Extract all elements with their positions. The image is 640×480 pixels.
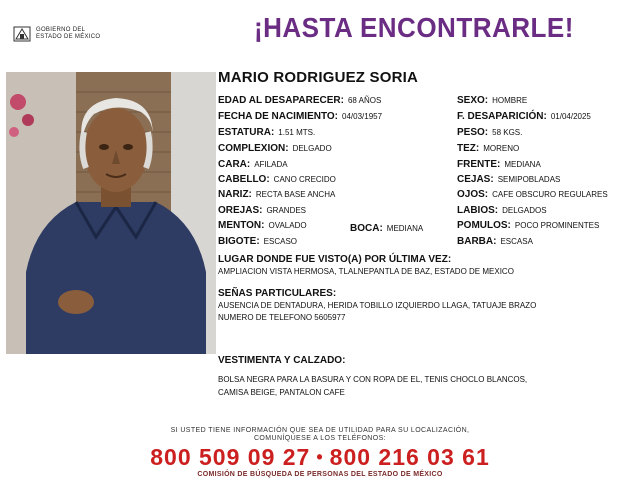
field-label: FRENTE:: [457, 159, 501, 170]
field-nose: [218, 189, 335, 201]
field-cheekbones: [457, 220, 599, 232]
field-weight: [457, 127, 522, 139]
field-label: NARIZ:: [218, 189, 252, 200]
field-value: SEMIPOBLADAS: [497, 175, 561, 184]
commission-name: COMISIÓN DE BÚSQUEDA DE PERSONAS DEL ESTADO DE MÉXICO: [197, 471, 443, 478]
field-hair: [218, 174, 336, 186]
field-label: OREJAS:: [218, 205, 263, 216]
field-value: HOMBRE: [492, 96, 528, 105]
field-value: 68 AÑOS: [347, 96, 382, 105]
field-value: CANO CRECIDO: [273, 175, 336, 184]
field-age: [218, 95, 381, 107]
field-label: PESO:: [457, 127, 489, 138]
field-label: BIGOTE:: [218, 236, 260, 247]
field-value: ESCASO: [263, 237, 298, 246]
person-photo-illustration: [6, 72, 216, 354]
field-label: BOCA:: [350, 223, 383, 234]
missing-person-photo: [6, 72, 216, 354]
clothing-line-1: BOLSA NEGRA PARA LA BASURA Y CON ROPA DE EL, TENIS CHOCLO BLANCOS,: [218, 375, 528, 384]
phone-separator: •: [316, 447, 324, 467]
field-sex: [457, 95, 527, 107]
field-eyebrows: [457, 174, 560, 186]
field-label: CARA:: [218, 159, 251, 170]
marks-line-2: NUMERO DE TELEFONO 5605977: [218, 313, 346, 322]
field-value: 04/03/1957: [342, 112, 383, 121]
field-value: OVALADO: [268, 221, 307, 230]
marks-line-1: AUSENCIA DE DENTADURA, HERIDA TOBILLO IZQUIERDO LLAGA, TATUAJE BRAZO: [218, 301, 537, 310]
state-emblem-icon: [12, 24, 32, 44]
field-label: SEXO:: [457, 95, 489, 106]
headline: ¡HASTA ENCONTRARLE!: [254, 12, 574, 43]
person-name: MARIO RODRIGUEZ SORIA: [218, 69, 419, 86]
field-value: ESCASA: [500, 237, 533, 246]
field-label: LABIOS:: [457, 205, 499, 216]
field-ears: [218, 205, 306, 217]
field-eyes: [457, 189, 608, 201]
field-label: OJOS:: [457, 189, 489, 200]
field-label: F. DESAPARICIÓN:: [457, 111, 547, 122]
field-label: MENTON:: [218, 220, 265, 231]
field-value: DELGADO: [292, 144, 332, 153]
field-moustache: [218, 236, 297, 248]
field-birth-date: [218, 111, 382, 123]
phone-number-1[interactable]: 800 509 09 27: [150, 444, 311, 470]
footer-note-1: SI USTED TIENE INFORMACIÓN QUE SEA DE UTILIDAD PARA SU LOCALIZACIÓN,: [170, 427, 470, 434]
field-label: BARBA:: [457, 236, 497, 247]
field-value: DELGADOS: [502, 206, 547, 215]
field-lips: [457, 205, 547, 217]
field-build: [218, 143, 332, 155]
field-label: COMPLEXION:: [218, 143, 289, 154]
field-value: 01/04/2025: [550, 112, 591, 121]
field-disappearance-date: [457, 111, 591, 123]
field-beard: [457, 236, 533, 248]
phone-numbers: [0, 444, 640, 471]
logo-text: [36, 27, 100, 41]
field-chin: [218, 220, 307, 232]
field-label: POMULOS:: [457, 220, 511, 231]
field-value: POCO PROMINENTES: [514, 221, 600, 230]
field-height: [218, 127, 315, 139]
field-value: RECTA BASE ANCHA: [255, 190, 336, 199]
field-mouth: [350, 223, 423, 235]
clothing-title: VESTIMENTA Y CALZADO:: [218, 355, 346, 366]
field-value: 1.51 MTS.: [278, 128, 316, 137]
field-value: 58 KGS.: [492, 128, 523, 137]
field-complexion: [457, 143, 519, 155]
last-seen-text: AMPLIACION VISTA HERMOSA, TLALNEPANTLA DE BAZ, ESTADO DE MEXICO: [218, 267, 514, 276]
field-face: [218, 159, 288, 171]
field-label: CEJAS:: [457, 174, 494, 185]
footer-note-2: COMUNÍQUESE A LOS TELÉFONOS:: [253, 435, 387, 442]
government-logo: [12, 22, 122, 46]
field-label: ESTATURA:: [218, 127, 275, 138]
field-label: EDAD AL DESAPARECER:: [218, 95, 344, 106]
field-value: MORENO: [483, 144, 520, 153]
logo-line-1: GOBIERNO DEL: [36, 27, 86, 33]
marks-title: SEÑAS PARTICULARES:: [218, 288, 337, 299]
field-value: CAFE OBSCURO REGULARES: [492, 190, 608, 199]
phone-number-2[interactable]: 800 216 03 61: [329, 444, 490, 470]
field-value: MEDIANA: [386, 224, 424, 233]
field-value: AFILADA: [254, 160, 288, 169]
clothing-line-2: CAMISA BEIGE, PANTALON CAFE: [218, 388, 345, 397]
field-forehead: [457, 159, 541, 171]
field-label: FECHA DE NACIMIENTO:: [218, 111, 338, 122]
field-value: MEDIANA: [504, 160, 541, 169]
logo-line-2: ESTADO DE MÉXICO: [36, 34, 101, 40]
field-label: CABELLO:: [218, 174, 270, 185]
last-seen-title: LUGAR DONDE FUE VISTO(A) POR ÚLTIMA VEZ:: [218, 254, 452, 265]
field-label: TEZ:: [457, 143, 480, 154]
field-value: GRANDES: [266, 206, 307, 215]
